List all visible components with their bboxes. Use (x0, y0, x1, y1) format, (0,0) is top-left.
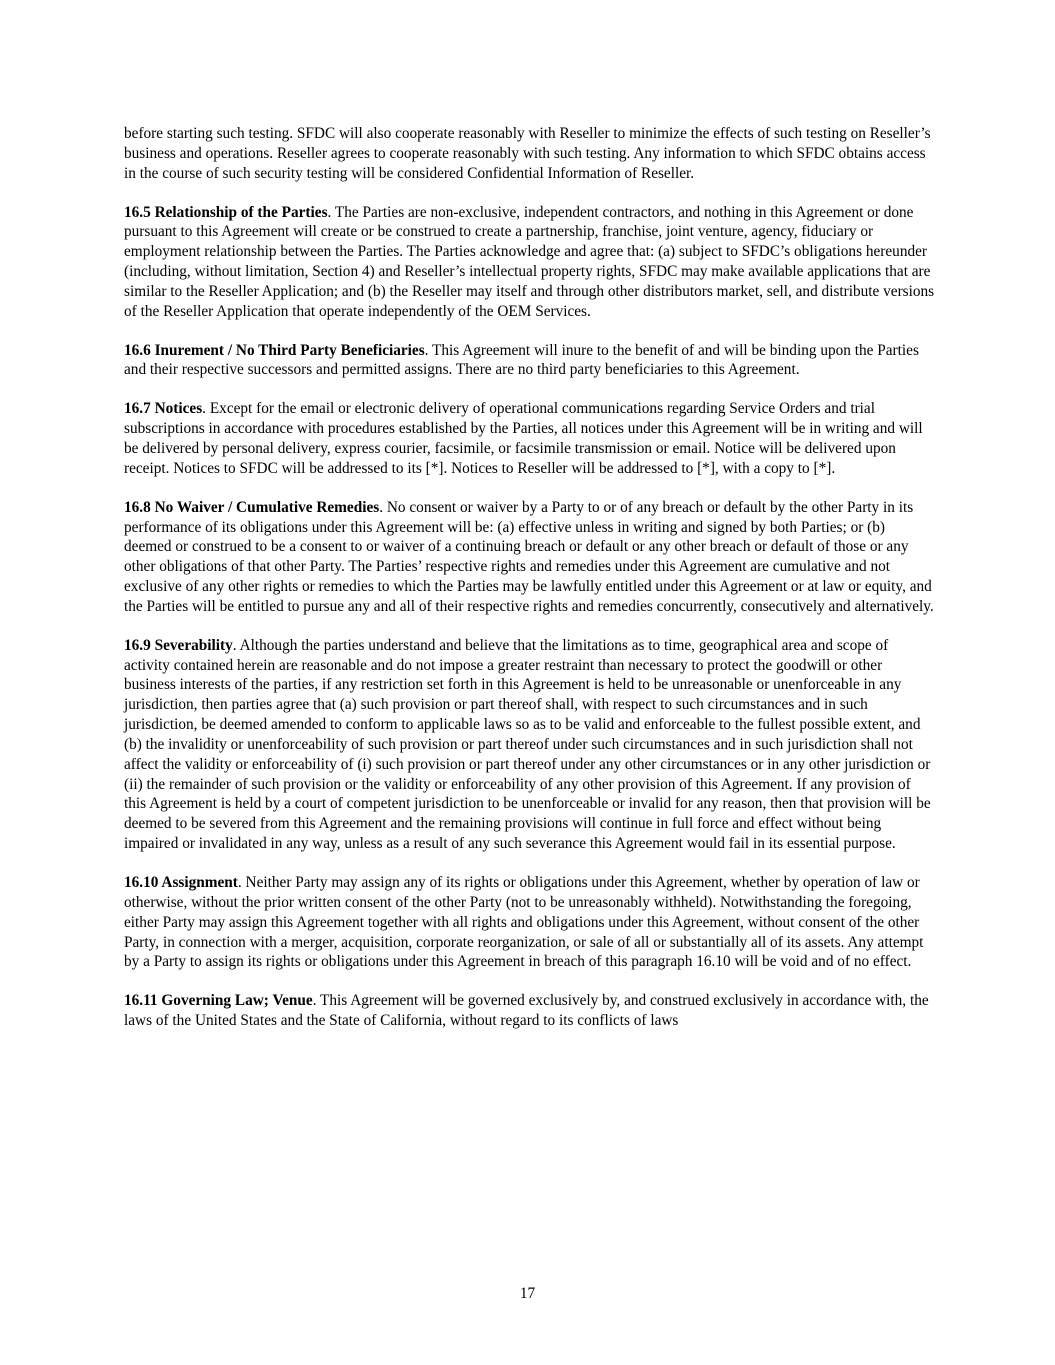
page-number: 17 (519, 1285, 536, 1302)
section-body: . Neither Party may assign any of its rights or obligations under this Agreement, whether by operation of law or otherwise, without the prior written consent of the other Party (not to be unreasonably withheld). Notwithstanding the foregoing, either Party may assign this Agreement together with all rights and obligations under this Agreement, without consent of the other Party, in connection with a merger, acquisition, corporate reorganization, or sale of all or substantially all of its assets. Any attempt by a Party to assign its rights or obligations under this Agreement in breach of this paragraph 16.10 will be void and of no effect. (124, 874, 924, 971)
section-body: . No consent or waiver by a Party to or of any breach or default by the other Party in its performance of its obligations under this Agreement will be: (a) effective unless in writing and signed by both Parties; or (b) deemed or construed to be a consent to or waiver of a continuing breach or default or any other breach or default of those or any other obligations of that other Party. The Parties’ respective rights and remedies under this Agreement are cumulative and not exclusive of any other rights or remedies to which the Parties may be lawfully entitled under this Agreement or at law or equity, and the Parties will be entitled to pursue any and all of their respective rights and remedies concurrently, consecutively and alternatively. (124, 498, 934, 615)
section-heading: 16.10 Assignment (124, 874, 238, 891)
section-body: . Although the parties understand and believe that the limitations as to time, geographical area and scope of activity contained herein are reasonable and do not impose a greater restraint than necessary to protect the goodwill or other business interests of the parties, if any restriction set forth in this Agreement is held to be unreasonable or unenforceable in any jurisdiction, then parties agree that (a) such provision or part thereof shall, with respect to such circumstances and in such jurisdiction, be deemed amended to conform to applicable laws so as to be valid and enforceable to the fullest possible extent, and (b) the invalidity or unenforceability of such provision or part thereof under such circumstances and in such jurisdiction shall not affect the validity or enforceability of (i) such provision or part thereof under any other circumstances or in any other jurisdiction or (ii) the remainder of such provision or the validity or enforceability of any other provision of this Agreement. If any provision of this Agreement is held by a court of competent jurisdiction to be unenforceable or invalid for any reason, then that provision will be deemed to be severed from this Agreement and the remaining provisions will continue in full force and effect without being impaired or invalidated in any way, unless as a result of any such severance this Agreement would fail in its essential purpose. (124, 636, 931, 853)
section-body: . This Agreement will be governed exclusively by, and construed exclusively in accordance with, the laws of the United States and the State of California, without regard to its conflicts of laws (124, 992, 929, 1030)
section-16-5 (124, 203, 936, 322)
section-heading: 16.11 Governing Law; Venue (124, 992, 313, 1010)
section-heading: 16.6 Inurement / No Third Party Beneficiaries (124, 341, 425, 359)
section-heading: 16.8 No Waiver / Cumulative Remedies (124, 498, 380, 516)
section-body: . Except for the email or electronic delivery of operational communications regarding Service Orders and trial subscriptions in accordance with procedures established by the Parties, all notices under this Agreement will be in writing and will be delivered by personal delivery, express courier, facsimile, or facsimile transmission or email. Notice will be delivered upon receipt. Notices to SFDC will be addressed to its [*]. Notices to Reseller will be addressed to [*], with a copy to [*]. (124, 400, 923, 477)
section-16-8 (124, 498, 936, 617)
section-16-7 (124, 399, 936, 478)
section-16-9 (124, 636, 936, 854)
intro-paragraph: before starting such testing. SFDC will also cooperate reasonably with Reseller to minimize the effects of such testing on Reseller’s business and operations. Reseller agrees to cooperate reasonably with such testing. Any information to which SFDC obtains access in the course of such security testing will be considered Confidential Information of Reseller. (124, 125, 931, 182)
section-heading: 16.5 Relationship of the Parties (124, 203, 328, 221)
section-body: . This Agreement will inure to the benefit of and will be binding upon the Parties and their respective successors and permitted assigns. There are no third party beneficiaries to this Agreement. (124, 341, 919, 379)
section-heading: 16.9 Severability (124, 636, 233, 654)
section-16-6 (124, 341, 936, 381)
document-page (124, 124, 936, 1050)
section-body: . The Parties are non-exclusive, independent contractors, and nothing in this Agreement or done pursuant to this Agreement will create or be construed to create a partnership, franchise, joint venture, agency, fiduciary or employment relationship between the Parties. The Parties acknowledge and agree that: (a) subject to SFDC’s obligations hereunder (including, without limitation, Section 4) and Reseller’s intellectual property rights, SFDC may make available applications that are similar to the Reseller Application; and (b) the Reseller may itself and through other distributors market, sell, and distribute versions of the Reseller Application that operate independently of the OEM Services. (124, 203, 935, 320)
section-16-10 (124, 873, 936, 972)
section-16-11 (124, 991, 936, 1031)
section-heading: 16.7 Notices (124, 400, 203, 418)
